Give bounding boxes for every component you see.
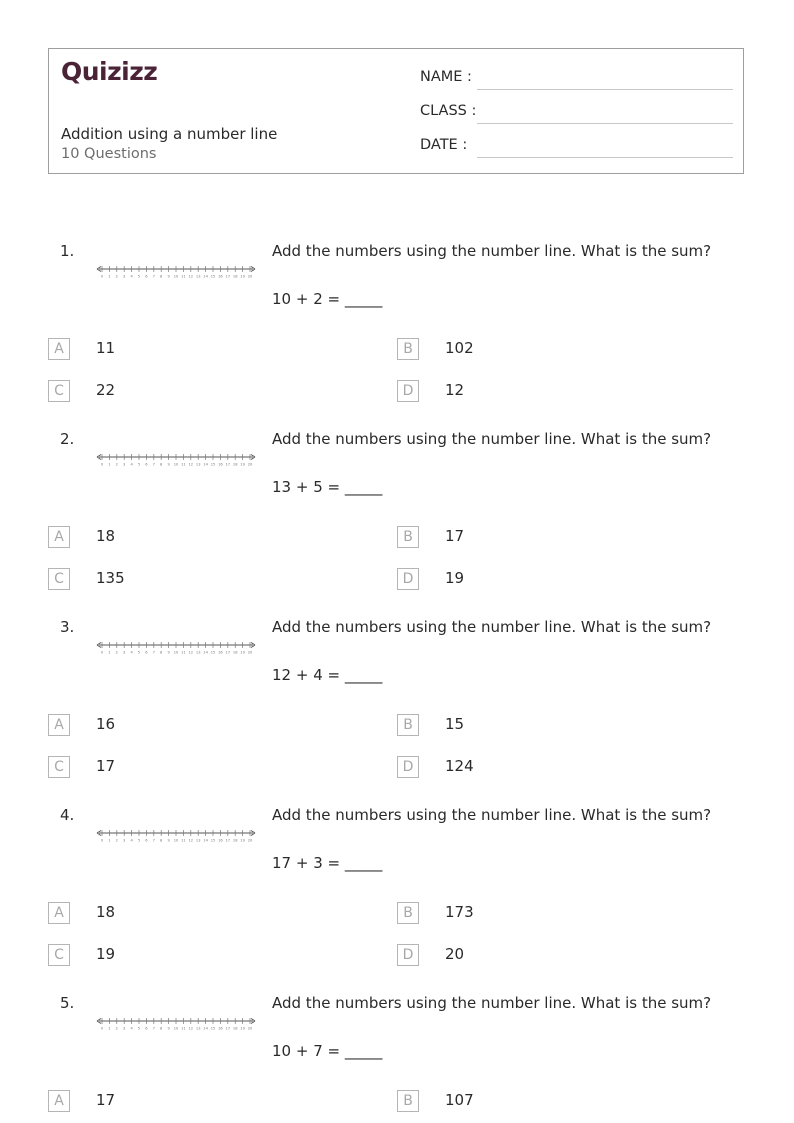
option-d-text: 19: [445, 569, 465, 587]
option-a-box[interactable]: A: [48, 338, 70, 360]
svg-text:9: 9: [167, 650, 170, 654]
svg-text:4: 4: [130, 462, 133, 466]
svg-text:6: 6: [145, 1026, 148, 1030]
svg-text:7: 7: [152, 650, 155, 654]
svg-text:13: 13: [195, 650, 201, 654]
svg-text:5: 5: [137, 838, 141, 842]
svg-text:12: 12: [188, 650, 194, 654]
svg-text:2: 2: [115, 274, 118, 278]
option-b-box[interactable]: B: [397, 902, 419, 924]
option-c-text: 22: [96, 381, 116, 399]
svg-text:20: 20: [247, 650, 253, 654]
option-a-text: 18: [96, 903, 116, 921]
svg-text:10: 10: [173, 462, 179, 466]
svg-text:8: 8: [160, 462, 163, 466]
option-a-text: 17: [96, 1091, 116, 1109]
svg-text:2: 2: [115, 462, 118, 466]
svg-text:1: 1: [108, 1026, 111, 1030]
svg-text:1: 1: [108, 274, 111, 278]
svg-text:15: 15: [210, 650, 216, 654]
svg-text:10: 10: [173, 1026, 179, 1030]
svg-text:13: 13: [195, 274, 201, 278]
svg-text:18: 18: [232, 650, 238, 654]
question-number: 2.: [60, 430, 75, 448]
svg-text:16: 16: [218, 274, 223, 278]
option-d-box[interactable]: D: [397, 756, 419, 778]
svg-text:12: 12: [188, 1026, 194, 1030]
question-equation: 10 + 2 = _____: [272, 290, 383, 308]
svg-text:14: 14: [203, 838, 208, 842]
svg-text:16: 16: [218, 462, 223, 466]
svg-text:10: 10: [173, 650, 179, 654]
option-c-box[interactable]: C: [48, 944, 70, 966]
svg-text:2: 2: [115, 1026, 118, 1030]
number-line-icon: [96, 452, 256, 466]
number-line-icon: [96, 1016, 256, 1030]
worksheet-title: Addition using a number line: [61, 125, 278, 143]
svg-text:3: 3: [123, 1026, 126, 1030]
option-a-box[interactable]: A: [48, 714, 70, 736]
svg-text:13: 13: [195, 462, 201, 466]
svg-text:5: 5: [137, 462, 141, 466]
option-a-box[interactable]: A: [48, 526, 70, 548]
svg-text:16: 16: [218, 650, 223, 654]
svg-text:15: 15: [210, 838, 216, 842]
svg-text:3: 3: [123, 274, 126, 278]
svg-text:17: 17: [225, 1026, 231, 1030]
svg-text:4: 4: [130, 1026, 133, 1030]
date-field-line[interactable]: [477, 157, 733, 158]
svg-text:10: 10: [173, 838, 179, 842]
option-d-text: 20: [445, 945, 465, 963]
svg-text:19: 19: [240, 462, 245, 466]
svg-text:3: 3: [123, 462, 126, 466]
question-number: 3.: [60, 618, 75, 636]
question-equation: 13 + 5 = _____: [272, 478, 383, 496]
question-prompt: Add the numbers using the number line. What is the sum?: [272, 618, 712, 636]
option-a-text: 11: [96, 339, 116, 357]
question-prompt: Add the numbers using the number line. What is the sum?: [272, 994, 712, 1012]
option-a-text: 16: [96, 715, 116, 733]
name-label: NAME :: [420, 69, 472, 85]
svg-text:17: 17: [225, 838, 231, 842]
option-b-box[interactable]: B: [397, 526, 419, 548]
svg-text:17: 17: [225, 274, 231, 278]
svg-text:10: 10: [173, 274, 179, 278]
name-field-line[interactable]: [477, 89, 733, 90]
option-a-box[interactable]: A: [48, 1090, 70, 1112]
option-b-box[interactable]: B: [397, 338, 419, 360]
option-c-text: 135: [96, 569, 125, 587]
option-d-text: 12: [445, 381, 465, 399]
svg-text:9: 9: [167, 1026, 170, 1030]
svg-text:11: 11: [181, 274, 186, 278]
svg-text:6: 6: [145, 838, 148, 842]
question-prompt: Add the numbers using the number line. What is the sum?: [272, 242, 712, 260]
svg-text:6: 6: [145, 650, 148, 654]
question-equation: 12 + 4 = _____: [272, 666, 383, 684]
option-d-text: 124: [445, 757, 474, 775]
option-b-text: 102: [445, 339, 474, 357]
svg-text:18: 18: [232, 274, 238, 278]
svg-text:1: 1: [108, 838, 111, 842]
svg-text:15: 15: [210, 274, 216, 278]
number-line-icon: [96, 828, 256, 842]
svg-text:17: 17: [225, 650, 231, 654]
option-d-box[interactable]: D: [397, 568, 419, 590]
svg-text:8: 8: [160, 274, 163, 278]
svg-text:11: 11: [181, 838, 186, 842]
number-line-icon: [96, 264, 256, 278]
svg-text:9: 9: [167, 274, 170, 278]
question-count: 10 Questions: [61, 146, 157, 162]
svg-text:8: 8: [160, 650, 163, 654]
class-label: CLASS :: [420, 103, 477, 119]
question-equation: 17 + 3 = _____: [272, 854, 383, 872]
svg-text:4: 4: [130, 274, 133, 278]
svg-text:4: 4: [130, 650, 133, 654]
svg-text:20: 20: [247, 838, 253, 842]
svg-text:7: 7: [152, 274, 155, 278]
svg-text:5: 5: [137, 1026, 141, 1030]
question-number: 1.: [60, 242, 75, 260]
svg-text:8: 8: [160, 1026, 163, 1030]
svg-text:5: 5: [137, 274, 141, 278]
svg-text:0: 0: [100, 1026, 104, 1030]
svg-text:12: 12: [188, 838, 194, 842]
svg-text:9: 9: [167, 838, 170, 842]
option-b-text: 107: [445, 1091, 474, 1109]
svg-text:20: 20: [247, 1026, 253, 1030]
svg-text:15: 15: [210, 1026, 216, 1030]
svg-text:15: 15: [210, 462, 216, 466]
question-equation: 10 + 7 = _____: [272, 1042, 383, 1060]
svg-text:20: 20: [247, 462, 253, 466]
svg-text:1: 1: [108, 650, 111, 654]
option-d-box[interactable]: D: [397, 944, 419, 966]
svg-text:2: 2: [115, 650, 118, 654]
svg-text:9: 9: [167, 462, 170, 466]
svg-text:11: 11: [181, 1026, 186, 1030]
svg-text:14: 14: [203, 1026, 208, 1030]
svg-text:12: 12: [188, 274, 194, 278]
option-a-box[interactable]: A: [48, 902, 70, 924]
svg-text:3: 3: [123, 650, 126, 654]
svg-text:0: 0: [100, 462, 104, 466]
svg-text:11: 11: [181, 650, 186, 654]
option-c-box[interactable]: C: [48, 568, 70, 590]
svg-text:14: 14: [203, 274, 208, 278]
svg-text:7: 7: [152, 838, 155, 842]
option-b-box[interactable]: B: [397, 714, 419, 736]
option-b-text: 17: [445, 527, 465, 545]
svg-text:2: 2: [115, 838, 118, 842]
svg-text:19: 19: [240, 274, 245, 278]
question-number: 5.: [60, 994, 75, 1012]
svg-text:17: 17: [225, 462, 231, 466]
option-c-text: 19: [96, 945, 116, 963]
svg-text:19: 19: [240, 1026, 245, 1030]
svg-text:18: 18: [232, 462, 238, 466]
svg-text:13: 13: [195, 838, 201, 842]
svg-text:18: 18: [232, 1026, 238, 1030]
svg-text:11: 11: [181, 462, 186, 466]
option-b-text: 173: [445, 903, 474, 921]
svg-text:16: 16: [218, 1026, 223, 1030]
svg-text:6: 6: [145, 462, 148, 466]
svg-text:19: 19: [240, 650, 245, 654]
svg-text:20: 20: [247, 274, 253, 278]
svg-text:18: 18: [232, 838, 238, 842]
option-c-box[interactable]: C: [48, 380, 70, 402]
question-number: 4.: [60, 806, 75, 824]
svg-text:7: 7: [152, 1026, 155, 1030]
worksheet-header: [48, 48, 744, 174]
option-b-box[interactable]: B: [397, 1090, 419, 1112]
question-prompt: Add the numbers using the number line. What is the sum?: [272, 430, 712, 448]
svg-text:13: 13: [195, 1026, 201, 1030]
svg-text:1: 1: [108, 462, 111, 466]
svg-text:0: 0: [100, 274, 104, 278]
svg-text:8: 8: [160, 838, 163, 842]
svg-text:14: 14: [203, 650, 208, 654]
svg-text:12: 12: [188, 462, 194, 466]
option-a-text: 18: [96, 527, 116, 545]
option-d-box[interactable]: D: [397, 380, 419, 402]
svg-text:3: 3: [123, 838, 126, 842]
svg-text:16: 16: [218, 838, 223, 842]
number-line-icon: [96, 640, 256, 654]
option-b-text: 15: [445, 715, 465, 733]
svg-text:0: 0: [100, 650, 104, 654]
class-field-line[interactable]: [477, 123, 733, 124]
date-label: DATE :: [420, 137, 468, 153]
svg-text:19: 19: [240, 838, 245, 842]
option-c-text: 17: [96, 757, 116, 775]
question-prompt: Add the numbers using the number line. What is the sum?: [272, 806, 712, 824]
svg-text:6: 6: [145, 274, 148, 278]
svg-text:5: 5: [137, 650, 141, 654]
quizizz-logo: Quizizz: [61, 57, 158, 86]
option-c-box[interactable]: C: [48, 756, 70, 778]
svg-text:0: 0: [100, 838, 104, 842]
svg-text:14: 14: [203, 462, 208, 466]
svg-text:7: 7: [152, 462, 155, 466]
svg-text:4: 4: [130, 838, 133, 842]
